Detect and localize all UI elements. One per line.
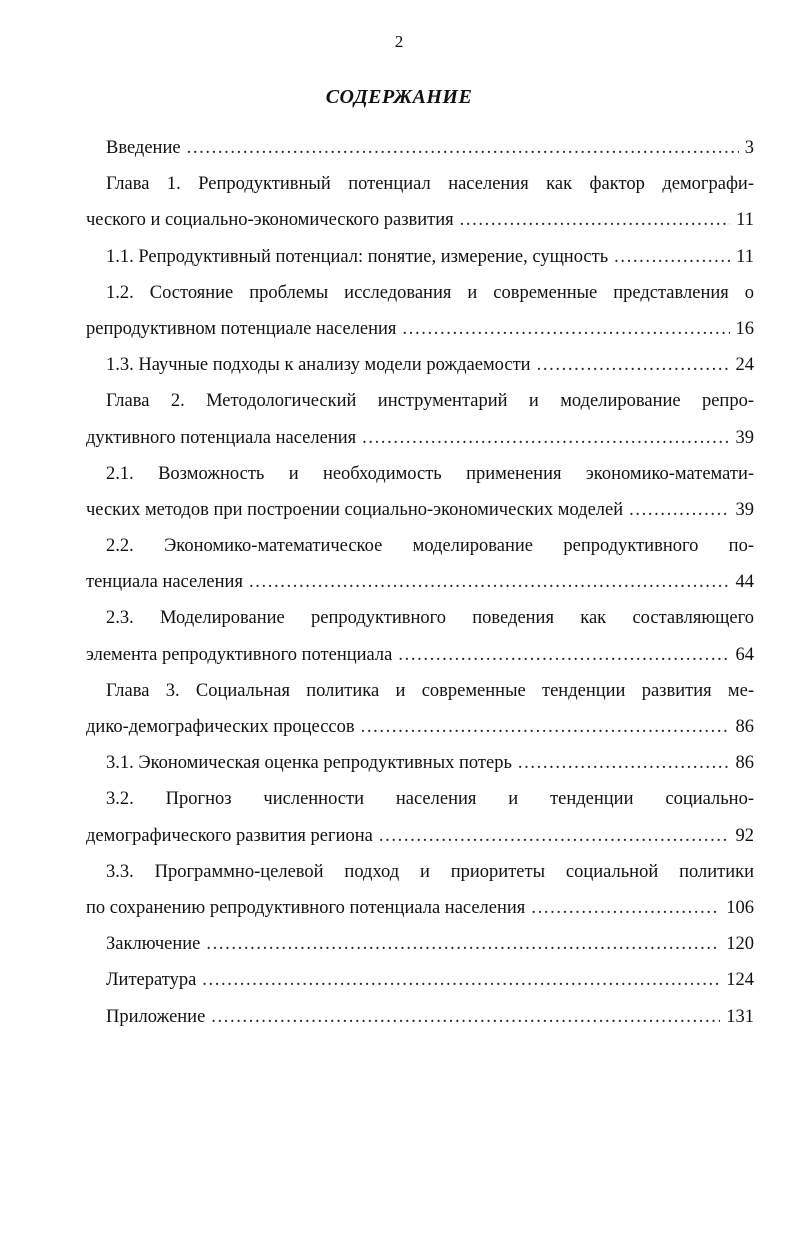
toc-entry-text: ческого и социально-экономического развития xyxy=(86,210,454,231)
toc-entry-page: 64 xyxy=(735,644,754,665)
toc-entry-page: 24 xyxy=(735,355,754,376)
toc-entry-text: элемента репродуктивного потенциала xyxy=(86,644,393,665)
toc-entry-page: 11 xyxy=(736,210,754,231)
toc-entry-first-line: 2.3. Моделирование репродуктивного поведения как составляющего xyxy=(106,608,754,629)
toc-entry-first-line: Глава 1. Репродуктивный потенциал населения как фактор демографи- xyxy=(106,174,754,195)
toc-entry-first-line: 3.3. Программно-целевой подход и приоритеты социальной политики xyxy=(106,861,754,882)
toc-entry-page: 92 xyxy=(735,825,754,846)
toc-entry-text: дуктивного потенциала населения xyxy=(86,427,357,448)
toc-entry xyxy=(86,926,754,962)
toc-entry xyxy=(86,564,754,600)
toc-entry-first-line: 3.2. Прогноз численности населения и тенденции социально- xyxy=(106,789,754,810)
toc-entry-first-line: Глава 3. Социальная политика и современные тенденции развития ме- xyxy=(106,680,754,701)
toc-entry-text: Литература xyxy=(106,970,197,991)
toc-entry-text: дико-демографических процессов xyxy=(86,717,355,737)
toc-entry-first-line: 2.1. Возможность и необходимость применения экономико-математи- xyxy=(106,463,754,484)
toc-entry-first-line: Глава 2. Методологический инструментарий и моделирование репро- xyxy=(106,391,754,412)
toc-entry-text: Введение xyxy=(106,138,181,158)
toc-entry-page: 16 xyxy=(735,318,754,339)
toc-entry xyxy=(86,347,754,383)
toc-entry xyxy=(86,999,754,1035)
toc-entry-text: Заключение xyxy=(106,934,201,955)
toc-entry-page: 3 xyxy=(744,138,754,158)
toc-entry xyxy=(86,709,754,745)
toc-entry-page: 86 xyxy=(735,717,754,737)
toc-entry-text: демографического развития региона xyxy=(86,825,373,846)
toc-entry-page: 131 xyxy=(726,1006,754,1027)
table-of-contents xyxy=(86,130,754,1035)
toc-entry-first-line: 1.2. Состояние проблемы исследования и современные представления о xyxy=(106,282,754,303)
toc-entry xyxy=(86,818,754,854)
toc-entry-text: 1.3. Научные подходы к анализу модели рождаемости xyxy=(106,355,531,376)
toc-entry xyxy=(86,311,754,347)
toc-entry-page: 44 xyxy=(735,572,754,593)
toc-entry xyxy=(86,492,754,528)
toc-entry-page: 86 xyxy=(735,753,754,774)
toc-entry xyxy=(86,202,754,238)
toc-entry-page: 120 xyxy=(726,934,754,955)
toc-entry xyxy=(86,637,754,673)
toc-entry-text: Приложение xyxy=(106,1006,206,1027)
toc-entry-page: 39 xyxy=(735,427,754,448)
toc-entry-text: репродуктивном потенциале населения xyxy=(86,318,397,339)
toc-entry-page: 11 xyxy=(736,246,754,267)
toc-entry xyxy=(86,239,754,275)
toc-entry-text: по сохранению репродуктивного потенциала населения xyxy=(86,897,526,918)
page-number: 2 xyxy=(394,32,404,51)
toc-entry-page: 106 xyxy=(726,897,754,918)
toc-entry-text: ческих методов при построении социально-экономических моделей xyxy=(86,499,624,520)
toc-entry-text: 3.1. Экономическая оценка репродуктивных потерь xyxy=(106,753,512,774)
toc-entry xyxy=(86,130,754,166)
toc-entry xyxy=(86,420,754,456)
toc-entry xyxy=(86,745,754,781)
toc-entry-text: 1.1. Репродуктивный потенциал: понятие, измерение, сущность xyxy=(106,246,609,267)
toc-entry-page: 124 xyxy=(726,970,754,991)
toc-entry xyxy=(86,890,754,926)
toc-entry-page: 39 xyxy=(735,499,754,520)
toc-entry-text: тенциала населения xyxy=(86,572,243,593)
toc-title: СОДЕРЖАНИЕ xyxy=(325,86,473,108)
toc-entry xyxy=(86,962,754,998)
toc-entry-first-line: 2.2. Экономико-математическое моделирование репродуктивного по- xyxy=(106,536,754,557)
